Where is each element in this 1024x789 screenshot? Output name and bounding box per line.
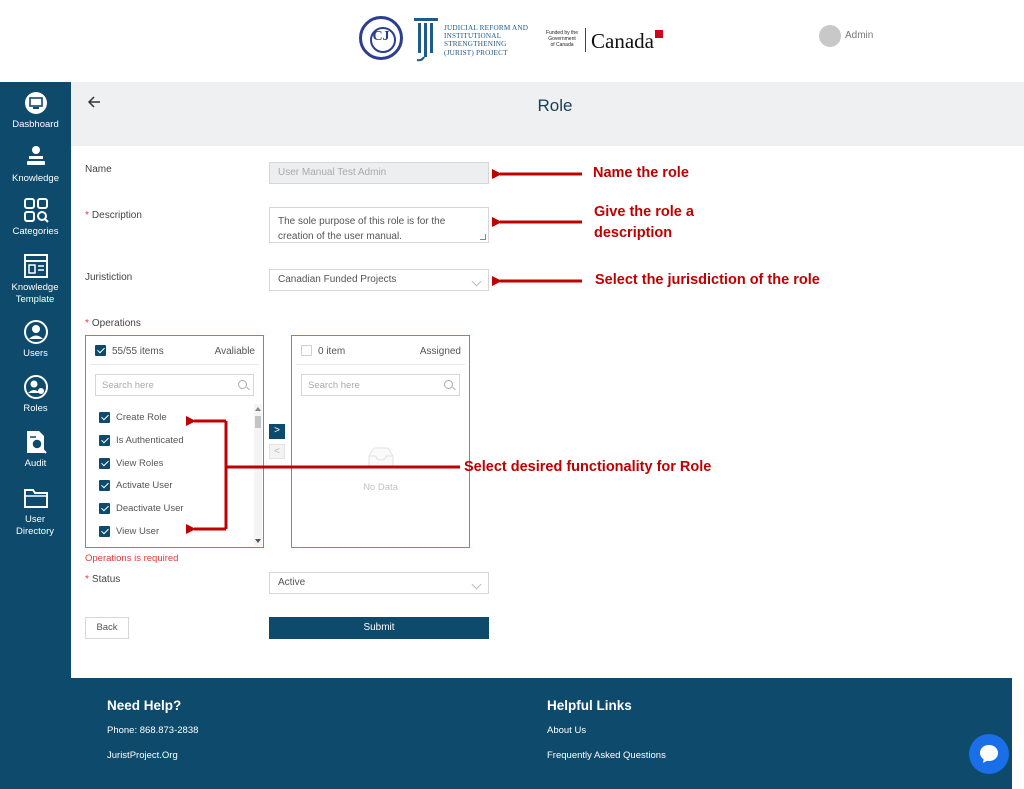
footer-links-title: Helpful Links bbox=[547, 698, 632, 713]
assigned-list-inner bbox=[296, 340, 465, 543]
sidebar-item-label: Users bbox=[23, 348, 48, 359]
search-icon bbox=[238, 380, 247, 389]
status-label bbox=[85, 574, 120, 585]
empty-inbox-icon bbox=[366, 446, 396, 468]
sidebar-item-dashboard[interactable] bbox=[0, 90, 71, 131]
sidebar-item-knowledge[interactable] bbox=[0, 144, 71, 185]
scroll-down-icon[interactable] bbox=[255, 539, 261, 543]
jurist-logo-line: INSTITUTIONAL bbox=[444, 32, 502, 41]
footer-site-link[interactable]: JuristProject.Org bbox=[107, 750, 178, 761]
jurist-logo bbox=[412, 16, 532, 62]
name-input[interactable]: User Manual Test Admin bbox=[269, 162, 489, 184]
item-checkbox[interactable] bbox=[99, 435, 110, 446]
page-title-bar bbox=[71, 82, 1024, 146]
available-count: 55/55 items bbox=[112, 346, 164, 357]
sidebar-item-label: Knowledge Template bbox=[11, 282, 59, 305]
funded-by-text bbox=[540, 30, 584, 48]
knowledge-icon bbox=[23, 144, 49, 170]
sidebar-item-label: Dasbhoard bbox=[12, 119, 59, 130]
available-list-header bbox=[90, 340, 259, 365]
roles-icon bbox=[23, 374, 49, 400]
status-select[interactable] bbox=[269, 572, 489, 594]
admin-avatar[interactable] bbox=[819, 25, 841, 47]
chevron-down-icon bbox=[472, 580, 482, 590]
jurist-logo-line: STRENGTHENING bbox=[444, 40, 507, 49]
funded-line: Funded by the bbox=[546, 30, 578, 36]
annotation-operations: Select desired functionality for Role bbox=[464, 459, 712, 475]
move-left-button[interactable]: < bbox=[269, 444, 285, 459]
chat-button[interactable] bbox=[969, 734, 1009, 774]
search-placeholder: Search here bbox=[102, 380, 154, 391]
assigned-count: 0 item bbox=[318, 346, 346, 357]
description-label-text: Description bbox=[91, 210, 142, 221]
sidebar-item-users[interactable] bbox=[0, 319, 71, 360]
search-icon bbox=[444, 380, 453, 389]
audit-icon bbox=[23, 429, 49, 455]
assigned-title: Assigned bbox=[419, 346, 461, 357]
sidebar-item-label: User Directory bbox=[15, 514, 54, 537]
sidebar-item-label: Roles bbox=[23, 403, 48, 414]
footer-help-title: Need Help? bbox=[107, 698, 182, 713]
available-search-input[interactable] bbox=[95, 374, 254, 396]
folder-icon bbox=[23, 485, 49, 511]
admin-name[interactable]: Admin bbox=[845, 30, 874, 41]
item-label: Is Authenticated bbox=[116, 435, 184, 446]
submit-button[interactable]: Submit bbox=[269, 617, 489, 639]
sidebar-item-roles[interactable] bbox=[0, 374, 71, 415]
jurisdiction-label: Juristiction bbox=[85, 272, 133, 283]
funded-line: of Canada bbox=[550, 42, 574, 48]
sidebar-item-knowledge-template[interactable] bbox=[0, 253, 71, 306]
chat-bubble-icon bbox=[978, 743, 1000, 765]
template-icon bbox=[23, 253, 49, 279]
sidebar-item-label: Categories bbox=[12, 226, 59, 237]
page-title: Role bbox=[537, 96, 573, 115]
item-label: Activate User bbox=[116, 480, 173, 491]
back-button[interactable]: Back bbox=[85, 617, 129, 639]
item-label: View User bbox=[116, 526, 160, 537]
seal-text: CJ bbox=[372, 29, 390, 44]
move-right-button[interactable]: > bbox=[269, 424, 285, 439]
search-placeholder: Search here bbox=[308, 380, 360, 391]
footer-phone: Phone: 868.873-2838 bbox=[107, 725, 199, 736]
status-value: Active bbox=[278, 577, 306, 588]
item-label: View Roles bbox=[116, 458, 164, 469]
required-marker: * bbox=[85, 210, 89, 221]
footer-faq-link[interactable]: Frequently Asked Questions bbox=[547, 750, 666, 761]
jurist-logo-line: (JURIST) PROJECT bbox=[444, 48, 508, 57]
status-label-text: Status bbox=[91, 574, 121, 585]
item-label: Create Role bbox=[116, 412, 167, 423]
sidebar-item-label: Audit bbox=[24, 458, 47, 469]
description-text: The sole purpose of this role is for the creation of the user manual. bbox=[278, 216, 446, 242]
assigned-list-header bbox=[296, 340, 465, 365]
annotation-name: Name the role bbox=[593, 165, 689, 181]
jurist-mark-icon bbox=[412, 16, 442, 62]
available-list bbox=[85, 335, 264, 548]
item-label: Deactivate User bbox=[116, 503, 184, 514]
jurisdiction-value: Canadian Funded Projects bbox=[278, 274, 397, 285]
item-checkbox[interactable] bbox=[99, 412, 110, 423]
footer-about-link[interactable]: About Us bbox=[547, 725, 587, 736]
required-marker: * bbox=[85, 574, 89, 585]
canada-flag-icon bbox=[655, 30, 663, 38]
footer bbox=[71, 678, 1012, 789]
item-checkbox[interactable] bbox=[99, 480, 110, 491]
description-textarea[interactable] bbox=[269, 207, 489, 243]
description-label bbox=[85, 210, 142, 221]
operations-label-text: Operations bbox=[91, 318, 141, 329]
sidebar-item-categories[interactable] bbox=[0, 197, 71, 238]
user-circle-icon bbox=[23, 319, 49, 345]
name-label: Name bbox=[85, 164, 112, 175]
monitor-icon bbox=[23, 90, 49, 116]
item-checkbox[interactable] bbox=[99, 526, 110, 537]
operations-label bbox=[85, 318, 141, 329]
scroll-thumb[interactable] bbox=[255, 416, 261, 428]
annotation-jurisdiction: Select the jurisdiction of the role bbox=[595, 272, 820, 288]
annotation-description: Give the role a description bbox=[594, 204, 694, 241]
top-header bbox=[0, 0, 1024, 82]
categories-icon bbox=[23, 197, 49, 223]
sidebar bbox=[0, 82, 71, 789]
jurisdiction-select[interactable] bbox=[269, 269, 489, 291]
list-scrollbar[interactable] bbox=[254, 404, 262, 546]
jurist-logo-line: JUDICIAL REFORM AND bbox=[444, 24, 529, 32]
no-data-text: No Data bbox=[363, 482, 398, 493]
select-all-checkbox[interactable] bbox=[95, 345, 106, 356]
assigned-list bbox=[291, 335, 470, 548]
scroll-up-icon[interactable] bbox=[255, 407, 261, 411]
required-marker: * bbox=[85, 318, 89, 329]
funded-line: Government bbox=[548, 36, 576, 42]
available-title: Avaliable bbox=[214, 346, 255, 357]
sidebar-item-label: Knowledge bbox=[11, 173, 59, 184]
chevron-down-icon bbox=[472, 277, 482, 287]
judiciary-seal-logo bbox=[359, 16, 403, 60]
canada-wordmark: Canada bbox=[591, 29, 654, 53]
item-checkbox[interactable] bbox=[99, 503, 110, 514]
sidebar-item-user-directory[interactable] bbox=[0, 485, 71, 538]
operations-error: Operations is required bbox=[85, 553, 179, 564]
sidebar-item-audit[interactable] bbox=[0, 429, 71, 470]
item-checkbox[interactable] bbox=[99, 458, 110, 469]
select-all-checkbox[interactable] bbox=[301, 345, 312, 356]
assigned-search-input[interactable] bbox=[301, 374, 460, 396]
resize-handle-icon[interactable] bbox=[480, 234, 486, 240]
available-list-inner bbox=[90, 340, 259, 543]
logo-divider bbox=[585, 28, 586, 52]
